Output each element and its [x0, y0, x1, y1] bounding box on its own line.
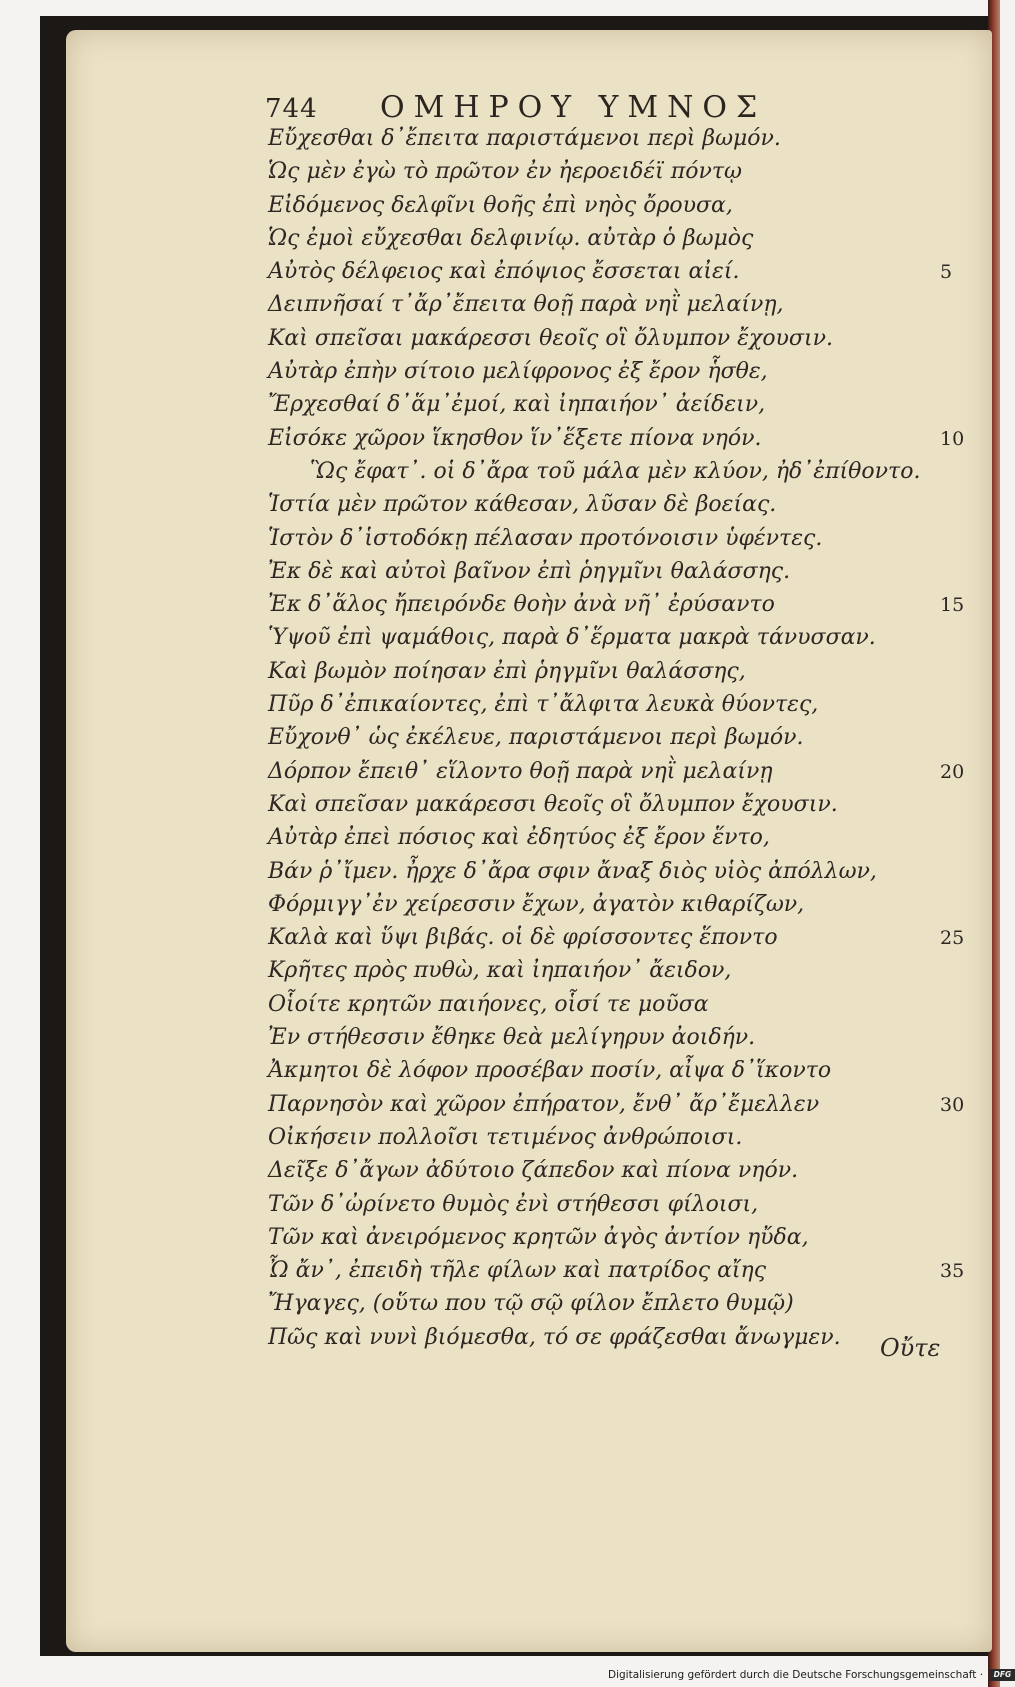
line-number: 25 — [940, 927, 965, 950]
verse-line: Ἐκ δὲ καὶ αὐτοὶ βαῖνον ἐπὶ ῥηγμῖνι θαλάσσης. — [268, 558, 791, 584]
verse-line: Καὶ σπεῖσαν μακάρεσσι θεοῖς οἳ ὄλυμπον ἔχουσιν. — [268, 791, 838, 817]
verse-line: Οἰκήσειν πολλοῖσι τετιμένος ἀνθρώποισι. — [268, 1124, 743, 1150]
verse-line: Καλὰ καὶ ὕψι βιβάς. οἱ δὲ φρίσσοντες ἕποντο — [268, 925, 778, 951]
verse-line: Εἰσόκε χῶρον ἵκησθον ἵν᾽ἕξετε πίονα νηόν. — [268, 425, 762, 451]
dfg-logo: DFG — [989, 1669, 1015, 1681]
verse-line: Αὐτὰρ ἐπεὶ πόσιος καὶ ἐδητύος ἐξ ἔρον ἕντο, — [268, 825, 770, 851]
verse-line: Εἰδόμενος δελφῖνι θοῆς ἐπὶ νηὸς ὄρουσα, — [268, 192, 733, 218]
verse-line: Δεῖξε δ᾽ἄγων ἀδύτοιο ζάπεδον καὶ πίονα νηόν. — [268, 1158, 799, 1184]
line-number: 20 — [940, 760, 965, 783]
verse-line: Βάν ῥ᾽ἴμεν. ἦρχε δ᾽ἄρα σφιν ἄναξ διὸς υἱὸς ἀπόλλων, — [268, 858, 877, 884]
verse-line: Ἱστὸν δ᾽ἱστοδόκῃ πέλασαν προτόνοισιν ὑφέντες. — [268, 525, 823, 551]
verse-line: Πῦρ δ᾽ἐπικαίοντες, ἐπὶ τ᾽ἄλφιτα λευκὰ θύοντες, — [268, 692, 819, 718]
line-number: 15 — [940, 594, 965, 617]
page-number: 744 — [265, 94, 318, 124]
verse-line: Οἷοίτε κρητῶν παιήονες, οἷσί τε μοῦσα — [268, 991, 709, 1017]
running-head: ΟΜΗΡΟΥ ΥΜΝΟΣ — [380, 90, 767, 125]
line-number: 5 — [940, 261, 953, 284]
verse-line: Ὡς μὲν ἐγὼ τὸ πρῶτον ἐν ἠεροειδέϊ πόντῳ — [268, 159, 742, 185]
verse-line: Πῶς καὶ νυνὶ βιόμεσθα, τό σε φράζεσθαι ἄνωγμεν. — [268, 1324, 841, 1350]
verse-line: Αὐτὰρ ἐπὴν σίτοιο μελίφρονος ἐξ ἔρον ἧσθε, — [268, 359, 768, 385]
verse-line: Ἱστία μὲν πρῶτον κάθεσαν, λῦσαν δὲ βοείας. — [268, 492, 777, 518]
digitization-footer — [608, 1667, 1015, 1683]
verse-line: Τῶν καὶ ἀνειρόμενος κρητῶν ἀγὸς ἀντίον ηὔδα, — [268, 1224, 809, 1250]
verse-line: Ἐκ δ᾽ἅλος ἤπειρόνδε θοὴν ἀνὰ νῆ᾽ ἐρύσαντο — [268, 592, 775, 618]
verse-line: Κρῆτες πρὸς πυθὼ, καὶ ἰηπαιήον᾽ ἄειδον, — [268, 958, 732, 984]
verse-line: Ἤγαγες, (οὕτω που τῷ σῷ φίλον ἔπλετο θυμῷ) — [268, 1291, 794, 1317]
verse-line: Ὣς ἔφατ᾽. οἱ δ᾽ἄρα τοῦ μάλα μὲν κλύον, ἠδ᾽ἐπίθοντο. — [310, 458, 921, 484]
line-number: 35 — [940, 1260, 965, 1283]
verse-line: Φόρμιγγ᾽ἐν χείρεσσιν ἔχων, ἀγατὸν κιθαρίζων, — [268, 891, 805, 917]
verse-line: Τῶν δ᾽ὠρίνετο θυμὸς ἐνὶ στήθεσσι φίλοισι, — [268, 1191, 759, 1217]
verse-line: Εὔχονθ᾽ ὡς ἐκέλευε, παριστάμενοι περὶ βωμόν. — [268, 725, 804, 751]
verse-line: Εὔχεσθαι δ᾽ἔπειτα παριστάμενοι περὶ βωμόν. — [268, 126, 781, 151]
verse-line: Δόρπον ἔπειθ᾽ εἵλοντο θοῇ παρὰ νηῒ μελαίνῃ — [268, 758, 773, 784]
footer-text: Digitalisierung gefördert durch die Deutsche Forschungsgemeinschaft · — [608, 1669, 984, 1681]
verse-line: Καὶ βωμὸν ποίησαν ἐπὶ ῥηγμῖνι θαλάσσης, — [268, 658, 746, 684]
line-number: 30 — [940, 1093, 965, 1116]
verse-line: Ὡς ἐμοὶ εὔχεσθαι δελφινίῳ. αὐτὰρ ὁ βωμὸς — [268, 225, 754, 251]
verse-line: Ἔρχεσθαί δ᾽ἅμ᾽ἐμοί, καὶ ἰηπαιήον᾽ ἀείδειν, — [268, 392, 766, 418]
verse-line: Δειπνῆσαί τ᾽ἄρ᾽ἔπειτα θοῇ παρὰ νηῒ μελαίνῃ, — [268, 292, 784, 318]
verse-line: Ὦ ἄν᾽, ἐπειδὴ τῆλε φίλων καὶ πατρίδος αἴης — [268, 1258, 767, 1284]
catchword: Οὔτε — [880, 1334, 941, 1362]
verse-line: Αὐτὸς δέλφειος καὶ ἐπόψιος ἔσσεται αἰεί. — [268, 259, 740, 285]
line-number: 10 — [940, 427, 965, 450]
verse-line: Καὶ σπεῖσαι μακάρεσσι θεοῖς οἳ ὄλυμπον ἔχουσιν. — [268, 325, 833, 351]
verse-line: Ἀκμητοι δὲ λόφον προσέβαν ποσίν, αἶψα δ᾽ἵκοντο — [268, 1058, 832, 1084]
verse-block — [268, 122, 968, 1354]
verse-line: Παρνησὸν καὶ χῶρον ἐπήρατον, ἔνθ᾽ ἄρ᾽ἔμελλεν — [268, 1091, 820, 1117]
verse-line: Ἐν στήθεσσιν ἔθηκε θεὰ μελίγηρυν ἀοιδήν. — [268, 1025, 756, 1051]
verse-line: Ὑψοῦ ἐπὶ ψαμάθοις, παρὰ δ᾽ἕρματα μακρὰ τάνυσσαν. — [268, 625, 876, 651]
